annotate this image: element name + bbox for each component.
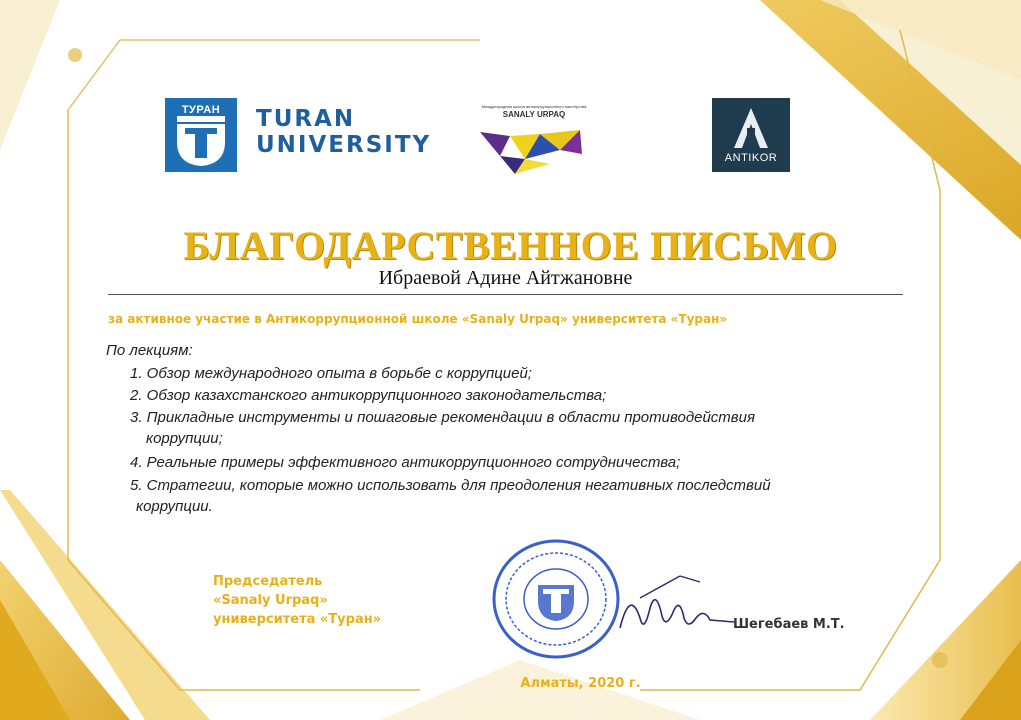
lecture-item: 2. Обзор казахстанского антикоррупционного законодательства; (130, 387, 607, 404)
participation-reason: за активное участие в Антикоррупционной школе «Sanaly Urpaq» университета «Туран» (108, 312, 728, 326)
lecture-item-continuation: коррупции. (136, 498, 213, 515)
lecture-item: 4. Реальные примеры эффективного антикоррупционного сотрудничества; (130, 454, 681, 471)
chair-line3: университета «Туран» (213, 612, 382, 627)
sanaly-logo-caption: Международная школа антикоррупционного мастерства (481, 104, 587, 109)
lecture-item: 5. Стратегии, которые можно использовать для преодоления негативных последствий (130, 477, 771, 494)
letter-title: БЛАГОДАРСТВЕННОЕ ПИСЬМО (183, 223, 838, 268)
sanaly-urpaq-logo-icon (470, 104, 590, 176)
lecture-item: 3. Прикладные инструменты и пошаговые рекомендации в области противодействия (130, 409, 755, 426)
signer-name: Шегебаев М.Т. (733, 617, 845, 632)
city-and-year: Алматы, 2020 г. (520, 676, 641, 691)
antikor-logo-text: ANTIKOR (724, 152, 778, 164)
official-stamp-icon (486, 535, 626, 665)
chair-title (213, 572, 381, 629)
turan-logo-text: ТУРАН (181, 104, 221, 116)
handwritten-signature (610, 568, 740, 648)
lecture-item-continuation: коррупции; (146, 430, 223, 447)
lectures-heading: По лекциям: (106, 342, 193, 359)
sanaly-logo-title: SANALY URPAQ (502, 110, 566, 119)
chair-line2: «Sanaly Urpaq» (213, 593, 328, 608)
turan-university-logo (165, 98, 237, 172)
lecture-item: 1. Обзор международного опыта в борьбе с коррупцией; (130, 365, 532, 382)
turan-university-name (256, 106, 431, 158)
turan-name-line2: UNIVERSITY (256, 132, 432, 158)
antikor-logo (712, 98, 790, 172)
chair-line1: Председатель (213, 574, 323, 589)
turan-name-line1: TURAN (256, 106, 356, 132)
recipient-name: Ибраевой Адине Айтжановне (108, 267, 903, 295)
